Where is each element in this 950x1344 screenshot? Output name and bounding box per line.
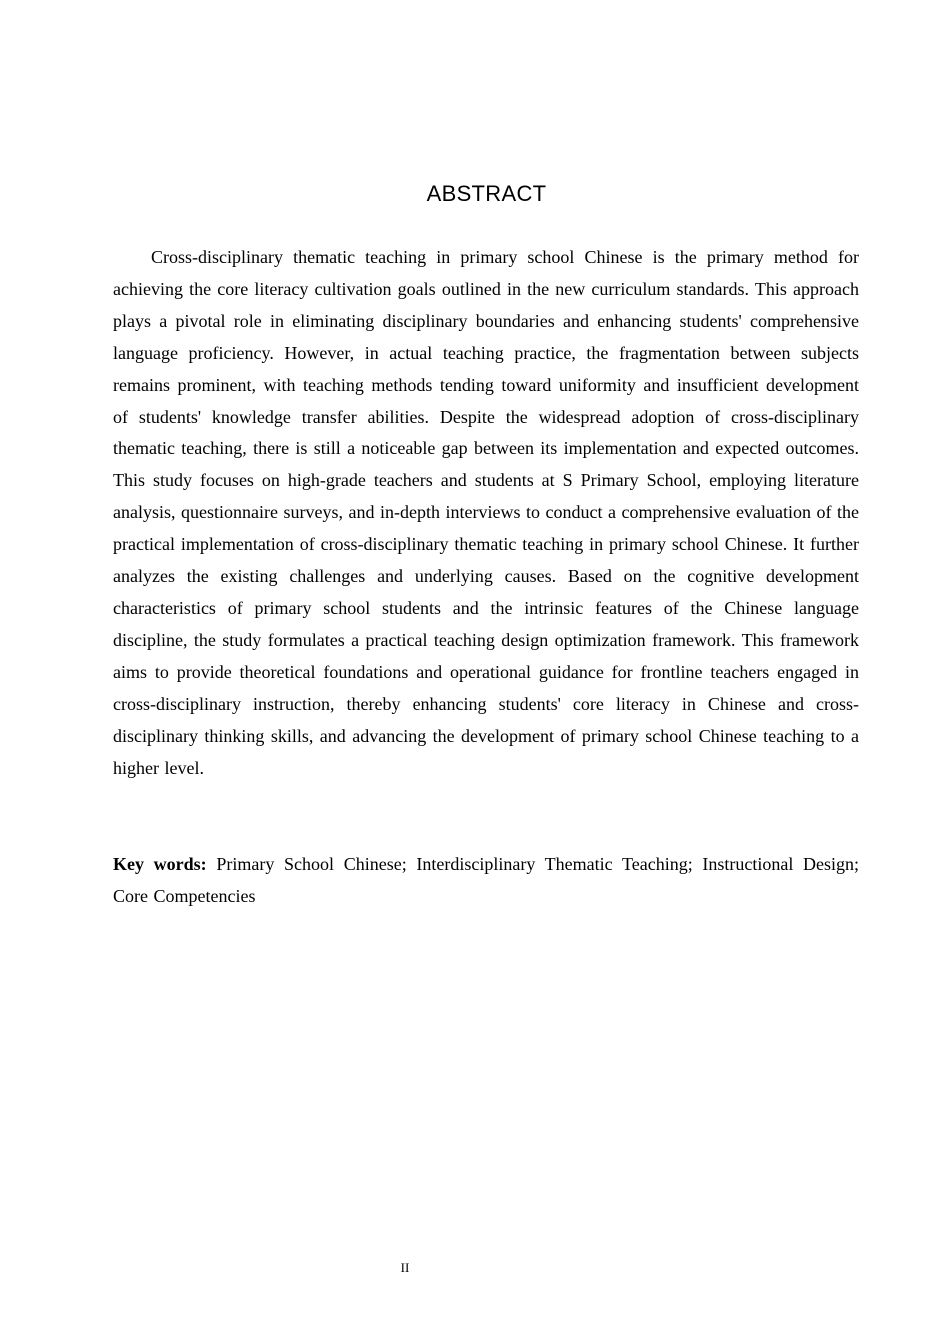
keywords-label: Key words: <box>113 854 207 874</box>
page-number: II <box>400 1260 410 1275</box>
page-title: ABSTRACT <box>426 181 547 206</box>
abstract-paragraph: Cross-disciplinary thematic teaching in primary school Chinese is the primary method for achieving the core literacy cultivation goals outlined in the new curriculum standards. This approach plays a pivotal role in eliminating disciplinary boundaries and enhancing students' comprehensive language proficiency. However, in actual teaching practice, the fragmentation between subjects remains prominent, with teaching methods tending toward uniformity and insufficient development of students' knowledge transfer abilities. Despite the widespread adoption of cross-disciplinary thematic teaching, there is still a noticeable gap between its implementation and expected outcomes. This study focuses on high-grade teachers and students at S Primary School, employing literature analysis, questionnaire surveys, and in-depth interviews to conduct a comprehensive evaluation of the practical implementation of cross-disciplinary thematic teaching in primary school Chinese. It further analyzes the existing challenges and underlying causes. Based on the cognitive development characteristics of primary school students and the intrinsic features of the Chinese language discipline, the study formulates a practical teaching design optimization framework. This framework aims to provide theoretical foundations and operational guidance for frontline teachers engaged in cross-disciplinary instruction, thereby enhancing students' core literacy in Chinese and cross-disciplinary thinking skills, and advancing the development of primary school Chinese teaching to a higher level. <box>113 247 859 778</box>
keywords-paragraph <box>113 848 859 912</box>
keywords-text: Primary School Chinese; Interdisciplinary Thematic Teaching; Instructional Design; Core Competencies <box>113 854 860 906</box>
